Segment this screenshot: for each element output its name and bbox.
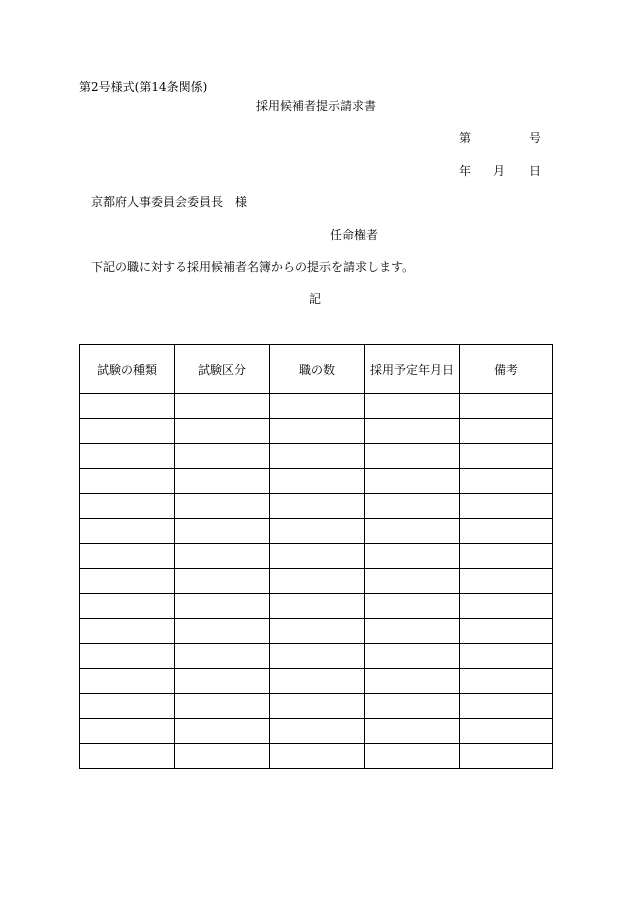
column-header-remarks: 備考 [460, 345, 553, 394]
table-cell[interactable] [365, 744, 460, 769]
table-cell[interactable] [365, 644, 460, 669]
table-cell[interactable] [80, 644, 175, 669]
table-cell[interactable] [175, 569, 270, 594]
table-cell[interactable] [365, 444, 460, 469]
table-cell[interactable] [270, 619, 365, 644]
table-cell[interactable] [365, 694, 460, 719]
table-cell[interactable] [175, 744, 270, 769]
table-cell[interactable] [365, 719, 460, 744]
table-cell[interactable] [80, 719, 175, 744]
table-cell[interactable] [80, 694, 175, 719]
appointer-label: 任命権者 [330, 228, 379, 242]
table-cell[interactable] [460, 644, 553, 669]
table-cell[interactable] [80, 419, 175, 444]
table-row [80, 744, 553, 769]
table-cell[interactable] [270, 644, 365, 669]
table-cell[interactable] [80, 594, 175, 619]
table-row [80, 544, 553, 569]
date-day-label: 日 [529, 164, 542, 178]
table-cell[interactable] [460, 469, 553, 494]
table-row [80, 519, 553, 544]
table-cell[interactable] [270, 744, 365, 769]
table-row [80, 394, 553, 419]
table-cell[interactable] [365, 619, 460, 644]
table-cell[interactable] [270, 569, 365, 594]
table-header-row [80, 345, 553, 394]
table-cell[interactable] [80, 544, 175, 569]
table-cell[interactable] [175, 419, 270, 444]
table-cell[interactable] [365, 469, 460, 494]
table-cell[interactable] [460, 394, 553, 419]
table-cell[interactable] [365, 394, 460, 419]
document-title: 採用候補者提示請求書 [256, 99, 377, 113]
table-cell[interactable] [460, 619, 553, 644]
table-cell[interactable] [175, 644, 270, 669]
form-number: 第2号様式(第14条関係) [79, 80, 208, 94]
table-cell[interactable] [175, 669, 270, 694]
table-row [80, 469, 553, 494]
table-cell[interactable] [270, 694, 365, 719]
addressee: 京都府人事委員会委員長 様 [91, 195, 248, 209]
table-cell[interactable] [365, 594, 460, 619]
ki-heading: 記 [309, 292, 322, 306]
table-cell[interactable] [175, 469, 270, 494]
table-cell[interactable] [175, 594, 270, 619]
table-cell[interactable] [365, 519, 460, 544]
table-row [80, 444, 553, 469]
table-row [80, 694, 553, 719]
table-row [80, 619, 553, 644]
table-cell[interactable] [365, 494, 460, 519]
column-header-position-count: 職の数 [270, 345, 365, 394]
table-cell[interactable] [80, 744, 175, 769]
table-cell[interactable] [270, 469, 365, 494]
table-cell[interactable] [365, 419, 460, 444]
table-cell[interactable] [460, 594, 553, 619]
column-header-exam-category: 試験区分 [175, 345, 270, 394]
table-cell[interactable] [175, 494, 270, 519]
table-cell[interactable] [270, 719, 365, 744]
table-cell[interactable] [460, 744, 553, 769]
table-cell[interactable] [365, 669, 460, 694]
table-cell[interactable] [80, 519, 175, 544]
table-cell[interactable] [175, 394, 270, 419]
table-cell[interactable] [80, 494, 175, 519]
request-table [79, 344, 553, 769]
table-cell[interactable] [80, 394, 175, 419]
table-cell[interactable] [80, 669, 175, 694]
table-row [80, 419, 553, 444]
table-cell[interactable] [270, 519, 365, 544]
table-cell[interactable] [80, 569, 175, 594]
table-row [80, 719, 553, 744]
column-header-planned-date: 採用予定年月日 [365, 345, 460, 394]
date-year-label: 年 [459, 164, 472, 178]
table-cell[interactable] [460, 694, 553, 719]
date-month-label: 月 [493, 164, 506, 178]
document-number-suffix: 号 [529, 131, 542, 145]
table-cell[interactable] [460, 444, 553, 469]
table-cell[interactable] [270, 394, 365, 419]
table-cell[interactable] [80, 444, 175, 469]
table-cell[interactable] [270, 419, 365, 444]
table-cell[interactable] [175, 619, 270, 644]
table-cell[interactable] [270, 494, 365, 519]
table-body [80, 394, 553, 769]
table-cell[interactable] [80, 469, 175, 494]
table-cell[interactable] [365, 544, 460, 569]
table-cell[interactable] [80, 619, 175, 644]
document-number-prefix: 第 [459, 131, 472, 145]
table-row [80, 494, 553, 519]
table-cell[interactable] [460, 544, 553, 569]
table-cell[interactable] [460, 519, 553, 544]
table-cell[interactable] [270, 594, 365, 619]
table-row [80, 669, 553, 694]
table-row [80, 594, 553, 619]
table-cell[interactable] [460, 569, 553, 594]
table-cell[interactable] [460, 494, 553, 519]
table-cell[interactable] [175, 519, 270, 544]
table-row [80, 644, 553, 669]
table-cell[interactable] [270, 444, 365, 469]
table-row [80, 569, 553, 594]
table-cell[interactable] [460, 669, 553, 694]
table-cell[interactable] [175, 444, 270, 469]
table-cell[interactable] [270, 544, 365, 569]
table-cell[interactable] [460, 419, 553, 444]
table-cell[interactable] [460, 719, 553, 744]
table-cell[interactable] [175, 544, 270, 569]
table-cell[interactable] [175, 719, 270, 744]
table-cell[interactable] [270, 669, 365, 694]
request-statement: 下記の職に対する採用候補者名簿からの提示を請求します。 [91, 260, 415, 274]
table-cell[interactable] [365, 569, 460, 594]
column-header-exam-type: 試験の種類 [80, 345, 175, 394]
table-cell[interactable] [175, 694, 270, 719]
